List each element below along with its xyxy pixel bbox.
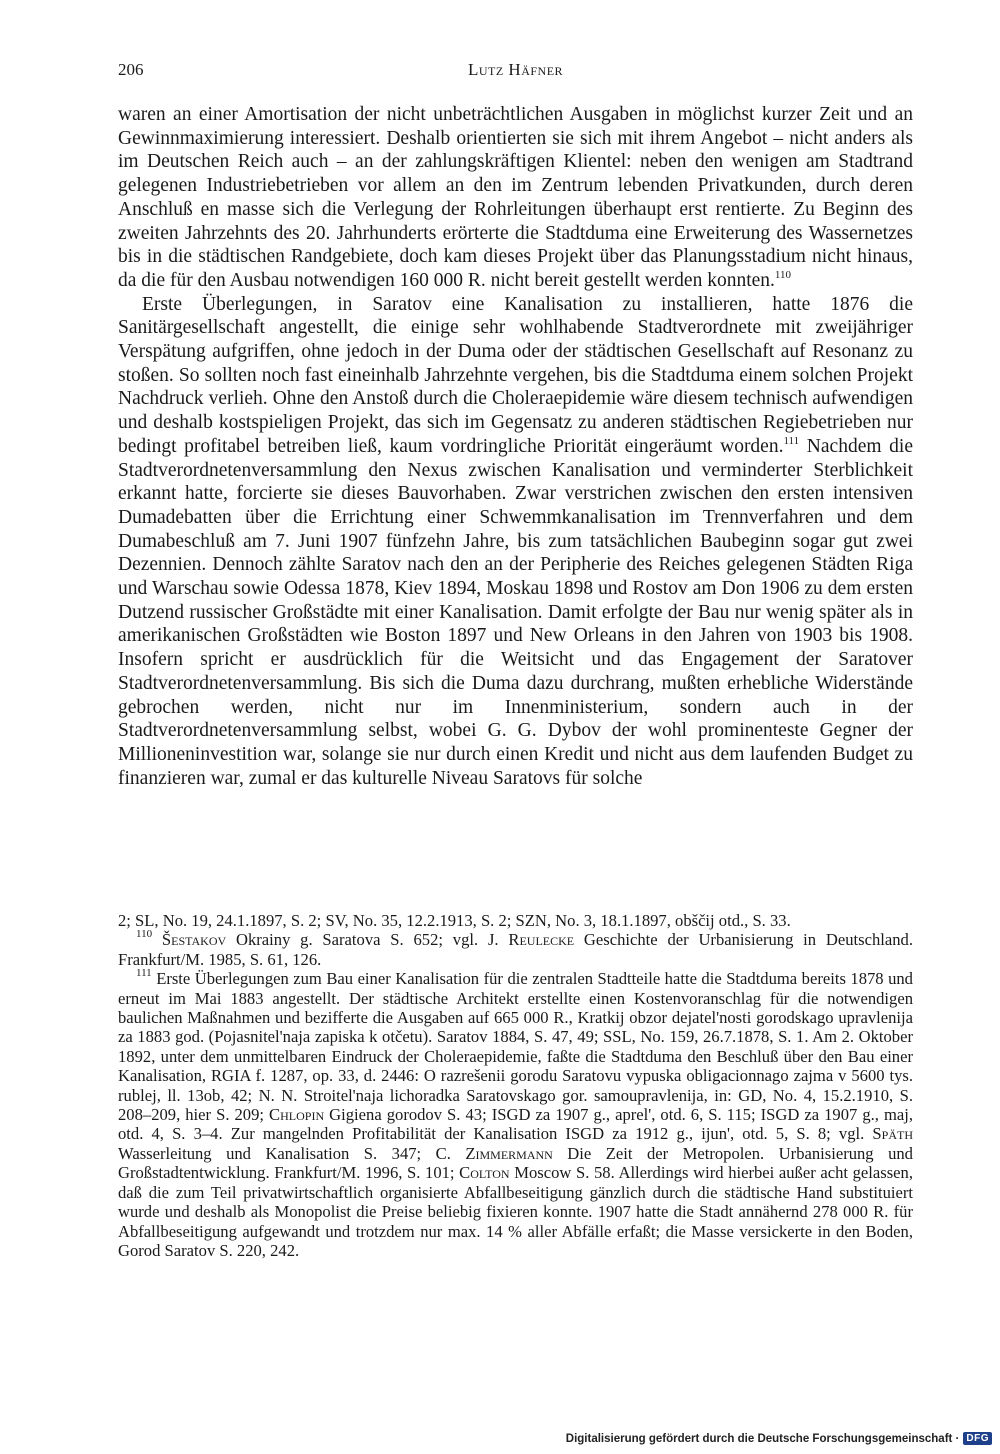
footnote-text: Die Zeit der Metropolen. Urbanisierung und Großstadtentwicklung. Frankfurt/M. 1996, S. 101; xyxy=(118,1143,913,1183)
footnote-110 xyxy=(118,930,913,969)
page-header xyxy=(118,60,913,84)
author-name: Späth xyxy=(872,1124,913,1144)
footnote-text: Erste Überlegungen zum Bau einer Kanalisation für die zentralen Stadtteile hatte die Stadtduma bereits 1878 und erneut im Mai 1883 angestellt. Der städtische Architekt erstellte einen Kostenvoranschlag für die notwendigen baulichen Maßnahmen und bezifferte die Ausgaben auf 665 000 R., Kratkij obzor dejatel'nosti gorodskago upravlenija za 1883 god. (Pojasnitel'naja zapiska k otčetu). Saratov 1884, S. 47, 49; SSL, No. 159, 26.7.1878, S. 1. Am 2. Oktober 1892, unter dem unmittelbaren Eindruck der Choleraepidemie, faßte die Stadtduma den Beschluß über den Bau einer Kanalisation, RGIA f. 1287, op. 33, d. 2446: O razrešenii gorodu Saratovu vypuska obligacionnago zajma v 5600 tys. rublej, ll. 13ob, 42; N. N. Stroitel'naja lichoradka Saratovskago gor. samoupravlenija, in: GD, No. 4, 15.2.1910, S. 208–209, hier S. 209; xyxy=(118,969,913,1125)
footnote-text: Okrainy g. Saratova S. 652; vgl. J. xyxy=(226,930,509,950)
footnote-111 xyxy=(118,969,913,1260)
paragraph-1 xyxy=(118,103,913,293)
main-text xyxy=(118,103,913,790)
digitization-footer xyxy=(566,1432,992,1445)
author-name: Colton xyxy=(459,1163,510,1183)
page-number: 206 xyxy=(118,60,144,79)
footer-text: Digitalisierung gefördert durch die Deutsche Forschungsgemeinschaft · xyxy=(565,1432,960,1445)
running-head: Lutz Häfner xyxy=(467,60,564,79)
footnote-text: Gigiena gorodov S. 43; ISGD za 1907 g., aprel', otd. 6, S. 115; ISGD za 1907 g., maj, otd. 4, S. 3–4. Zur mangelnden Profitabilität der Kanalisation ISGD za 1912 g., ijun', otd. 5, S. 8; vgl. xyxy=(118,1105,913,1144)
author-name: Chlopin xyxy=(269,1105,325,1125)
footnote-text: Wasserleitung und Kanalisation S. 347; C. xyxy=(118,1143,466,1163)
author-name: Šestakov xyxy=(161,930,227,950)
footnote-text: Moscow S. 58. Allerdings wird hierbei außer acht gelassen, daß die zum Teil privatwirtschaftlich organisierte Abfallbeseitigung gänzlich durch die städtische Hand substituiert wurde und deshalb als Monopolist die Preise beliebig fixieren konnte. 1907 hatte die Stadt annähernd 278 000 R. für Abfallbeseitigung aufgewandt und trotzdem nur max. 14 % aller Abfälle erfaßt; die Masse versickerte in den Boden, Gorod Saratov S. 220, 242. xyxy=(118,1163,913,1260)
footnote-text: Geschichte der Urbanisierung in Deutschland. Frankfurt/M. 1985, S. 61, 126. xyxy=(118,930,913,969)
author-name: Zimmermann xyxy=(465,1143,553,1163)
footnotes xyxy=(118,911,913,1260)
paragraph-1-text: waren an einer Amortisation der nicht unbeträchtlichen Ausgaben in möglichst kurzer Zeit und an Gewinnmaximierung interessiert. Deshalb orientierten sie sich mit ihrem Angebot – nicht anders als im Deutschen Reich auch – an der zahlungskräftigen Klientel: neben den wenigen am Stadtrand gelegenen Industriebetrieben vor allem an den im Zentrum lebenden Privatkunden, durch deren Anschluß en masse sich die Verlegung der Rohrleitungen überhaupt erst rentierte. Zu Beginn des zweiten Jahrzehnts des 20. Jahrhunderts erörterte die Stadtduma eine Erweiterung des Wassernetzes bis in die städtischen Randgebiete, doch kam dieses Projekt über das Planungsstadium nicht hinaus, da die für den Ausbau notwendigen 160 000 R. nicht bereit gestellt werden konnten. xyxy=(118,104,913,291)
footnote-continuation: 2; SL, No. 19, 24.1.1897, S. 2; SV, No. 35, 12.2.1913, S. 2; SZN, No. 3, 18.1.1897, obščij otd., S. 33. xyxy=(118,911,791,930)
footnote-ref-110: 110 xyxy=(774,268,791,281)
footnote-number: 110 xyxy=(136,928,153,941)
dfg-logo-icon: DFG xyxy=(963,1432,992,1445)
footnote-ref-111: 111 xyxy=(783,434,800,447)
footnote-number: 111 xyxy=(136,967,152,980)
paragraph-2 xyxy=(118,293,913,791)
paragraph-2-text-a: Erste Überlegungen, in Saratov eine Kanalisation zu installieren, hatte 1876 die Sanitärgesellschaft angestellt, die einige sehr wohlhabende Stadtverordnete mit zweijähriger Verspätung aufgriffen, ohne jedoch in der Duma oder der städtischen Gesellschaft auf Resonanz zu stoßen. So sollten noch fast eineinhalb Jahrzehnte vergehen, bis die Stadtduma einem solchen Projekt Nachdruck verlieh. Ohne den Anstoß durch die Choleraepidemie wäre diesem technisch aufwendigen und deshalb kostspieligen Projekt, das sich im Gegensatz zu anderen städtischen Regiebetrieben nur bedingt profitabel betreiben ließ, kaum vordringliche Priorität eingeräumt worden. xyxy=(118,293,913,457)
paragraph-2-text-b: Nachdem die Stadtverordnetenversammlung den Nexus zwischen Kanalisation und verminderter Sterblichkeit erkannt hatte, forcierte sie dieses Bauvorhaben. Zwar verstrichen zwischen den ersten intensiven Dumadebatten über die Errichtung einer Schwemmkanalisation im Trennverfahren und dem Dumabeschluß am 7. Juni 1907 fünfzehn Jahre, bis zum tatsächlichen Baubeginn sogar gut zwei Dezennien. Dennoch zählte Saratov nach den an der Peripherie des Reiches gelegenen Städten Riga und Warschau sowie Odessa 1878, Kiev 1894, Moskau 1898 und Rostov am Don 1906 zu dem ersten Dutzend russischer Großstädte mit einer Kanalisation. Damit erfolgte der Bau nur wenig später als in amerikanischen Großstädten wie Boston 1897 und New Orleans in den Jahren von 1903 bis 1908. Insofern spricht er ausdrücklich für die Weitsicht und das Engagement der Saratover Stadtverordnetenversammlung. Bis sich die Duma dazu durchrang, mußten erhebliche Widerstände gebrochen werden, nicht nur im Innenministerium, sondern auch in der Stadtverordnetenversammlung selbst, wobei G. G. Dybov der wohl prominenteste Gegner der Millioneninvestition war, solange sie nur durch einen Kredit und nicht aus dem laufenden Budget zu finanzieren war, zumal er das kulturelle Niveau Saratovs für solche xyxy=(118,435,913,789)
author-name: Reulecke xyxy=(508,930,575,950)
